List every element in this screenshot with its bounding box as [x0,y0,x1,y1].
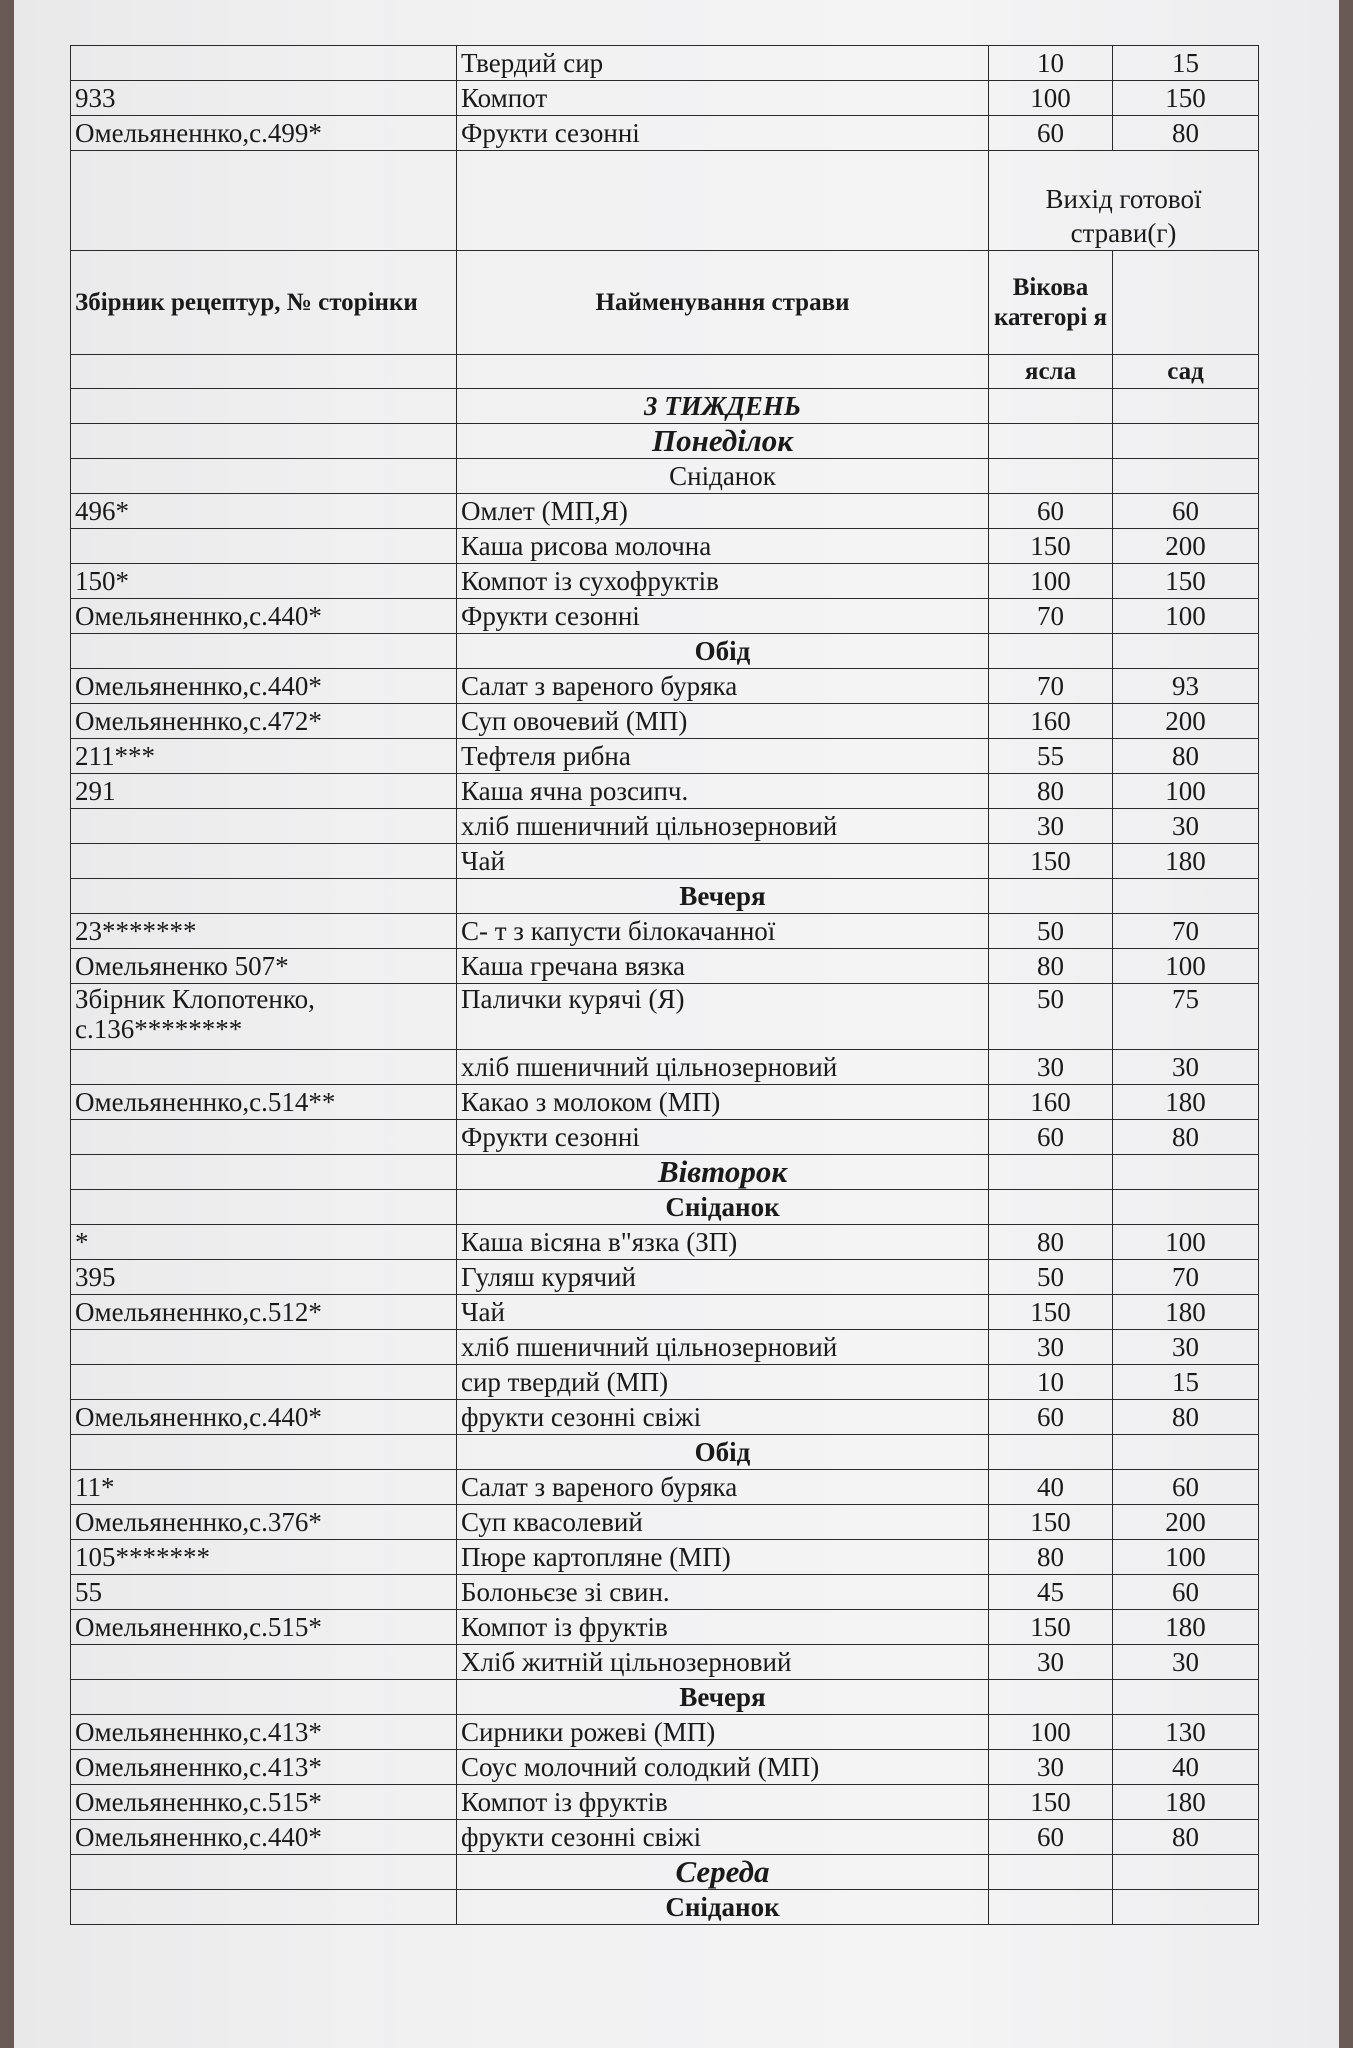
table-row [71,1330,1259,1365]
table-row [71,1295,1259,1330]
kindergarten-portion-cell: 75 [1113,984,1259,1050]
monday-section [71,424,1259,494]
monday-dinner [71,914,1259,1155]
recipe-source-cell: Омельяненко 507* [71,949,457,984]
dish-name-cell: хліб пшеничний цільнозерновий [457,1050,989,1085]
tuesday-breakfast [71,1225,1259,1435]
table-row [71,1820,1259,1855]
dish-name-cell: Компот [457,81,989,116]
nursery-portion-cell: 45 [989,1575,1113,1610]
recipe-source-cell: * [71,1225,457,1260]
recipe-source-cell: 211*** [71,739,457,774]
kindergarten-portion-cell: 180 [1113,1785,1259,1820]
kindergarten-portion-cell: 180 [1113,1610,1259,1645]
kindergarten-portion-cell: 30 [1113,809,1259,844]
dish-name-cell: Соус молочний солодкий (МП) [457,1750,989,1785]
dish-name-cell: С- т з капусти білокачанної [457,914,989,949]
recipe-source-cell: Омельяненнко,с.472* [71,704,457,739]
dish-name-cell: Салат з вареного буряка [457,1470,989,1505]
dish-name-cell: Омлет (МП,Я) [457,494,989,529]
recipe-source-cell: Омельяненнко,с.440* [71,1400,457,1435]
recipe-source-cell [71,529,457,564]
recipe-source-cell [71,1330,457,1365]
table-row [71,809,1259,844]
dish-name-cell: Чай [457,1295,989,1330]
empty-cell [71,1890,457,1925]
kindergarten-portion-cell: 30 [1113,1645,1259,1680]
recipe-source-cell: Збірник Клопотенко, с.136******** [71,984,457,1050]
meal-heading-breakfast: Сніданок [457,459,989,494]
wednesday-section [71,1855,1259,1925]
empty-cell [71,1855,457,1890]
source-column-header: Збірник рецептур, № сторінки [71,251,457,355]
recipe-source-cell: Омельяненнко,с.413* [71,1715,457,1750]
table-row [71,1785,1259,1820]
recipe-source-cell: Омельяненнко,с.515* [71,1785,457,1820]
kindergarten-portion-cell: 180 [1113,1295,1259,1330]
table-row [71,1505,1259,1540]
empty-cell [989,459,1113,494]
empty-cell [71,1190,457,1225]
nursery-portion-cell: 150 [989,844,1113,879]
empty-cell [71,1155,457,1190]
recipe-source-cell [71,1645,457,1680]
nursery-portion-cell: 10 [989,46,1113,81]
nursery-portion-cell: 100 [989,81,1113,116]
table-row [71,949,1259,984]
nursery-portion-cell: 80 [989,774,1113,809]
nursery-portion-cell: 80 [989,949,1113,984]
recipe-source-cell [71,844,457,879]
table-row [71,1260,1259,1295]
dish-name-cell: Каша рисова молочна [457,529,989,564]
recipe-source-cell: 23******* [71,914,457,949]
recipe-source-cell: 150* [71,564,457,599]
table-row [71,1085,1259,1120]
nursery-portion-cell: 150 [989,1295,1113,1330]
table-row [71,599,1259,634]
kindergarten-portion-cell: 60 [1113,1470,1259,1505]
nursery-portion-cell: 60 [989,1400,1113,1435]
dish-name-cell: сир твердий (МП) [457,1365,989,1400]
nursery-portion-cell: 150 [989,1610,1113,1645]
table-row [71,46,1259,81]
nursery-portion-cell: 30 [989,1750,1113,1785]
table-row [71,739,1259,774]
empty-cell [989,1680,1113,1715]
nursery-portion-cell: 50 [989,984,1113,1050]
recipe-source-cell [71,1120,457,1155]
nursery-portion-cell: 150 [989,529,1113,564]
dish-name-cell: Тефтеля рибна [457,739,989,774]
empty-cell [1113,1155,1259,1190]
recipe-source-cell: 105******* [71,1540,457,1575]
kindergarten-portion-cell: 60 [1113,494,1259,529]
empty-cell [989,1155,1113,1190]
empty-cell [71,1680,457,1715]
kindergarten-portion-cell: 180 [1113,1085,1259,1120]
empty-cell [989,634,1113,669]
kindergarten-portion-cell: 150 [1113,81,1259,116]
empty-cell [71,634,457,669]
empty-cell [989,424,1113,459]
table-row [71,774,1259,809]
kindergarten-portion-cell: 80 [1113,116,1259,151]
dish-name-cell: Твердий сир [457,46,989,81]
kindergarten-portion-cell: 15 [1113,46,1259,81]
recipe-source-cell: Омельяненнко,с.440* [71,669,457,704]
empty-cell [1113,251,1259,355]
dish-name-cell: Каша ячна розсипч. [457,774,989,809]
meal-heading-breakfast: Сніданок [457,1190,989,1225]
day-heading-monday: Понеділок [457,424,989,459]
empty-cell [1113,1190,1259,1225]
dish-name-cell: Пюре картопляне (МП) [457,1540,989,1575]
kindergarten-portion-cell: 180 [1113,844,1259,879]
dish-name-cell: Болоньєзе зі свин. [457,1575,989,1610]
empty-cell [71,151,457,251]
recipe-source-cell [71,1365,457,1400]
meal-heading-breakfast: Сніданок [457,1890,989,1925]
day-heading-tuesday: Вівторок [457,1155,989,1190]
nursery-portion-cell: 50 [989,914,1113,949]
recipe-source-cell: Омельяненнко,с.376* [71,1505,457,1540]
nursery-column-header: ясла [989,355,1113,389]
recipe-source-cell: Омельяненнко,с.514** [71,1085,457,1120]
kindergarten-portion-cell: 70 [1113,914,1259,949]
day-heading-wednesday: Середа [457,1855,989,1890]
empty-cell [1113,424,1259,459]
empty-cell [1113,1435,1259,1470]
dish-name-cell: хліб пшеничний цільнозерновий [457,809,989,844]
dish-name-cell: Фрукти сезонні [457,1120,989,1155]
table-row [71,116,1259,151]
nursery-portion-cell: 30 [989,809,1113,844]
dish-name-cell: Чай [457,844,989,879]
empty-cell [71,459,457,494]
nursery-portion-cell: 60 [989,1820,1113,1855]
kindergarten-portion-cell: 93 [1113,669,1259,704]
table-row [71,1750,1259,1785]
recipe-source-cell [71,46,457,81]
meal-heading-lunch: Обід [457,1435,989,1470]
nursery-portion-cell: 55 [989,739,1113,774]
dish-name-cell: Какао з молоком (МП) [457,1085,989,1120]
dish-name-cell: Компот із фруктів [457,1610,989,1645]
kindergarten-portion-cell: 30 [1113,1050,1259,1085]
monday-breakfast [71,494,1259,634]
nursery-portion-cell: 150 [989,1785,1113,1820]
empty-cell [989,1890,1113,1925]
dish-name-cell: Гуляш курячий [457,1260,989,1295]
dish-name-cell: Суп овочевий (МП) [457,704,989,739]
nursery-portion-cell: 60 [989,494,1113,529]
table-row [71,1365,1259,1400]
kindergarten-portion-cell: 200 [1113,1505,1259,1540]
dish-name-cell: Каша вісяна в"язка (ЗП) [457,1225,989,1260]
recipe-source-cell: 395 [71,1260,457,1295]
table-row [71,1120,1259,1155]
empty-cell [457,151,989,251]
empty-cell [1113,634,1259,669]
nursery-portion-cell: 30 [989,1330,1113,1365]
dish-name-cell: Салат з вареного буряка [457,669,989,704]
empty-cell [1113,1680,1259,1715]
kindergarten-portion-cell: 100 [1113,1540,1259,1575]
dish-name-cell: хліб пшеничний цільнозерновий [457,1330,989,1365]
menu-table [70,45,1259,1925]
recipe-source-cell: 933 [71,81,457,116]
recipe-source-cell: 496* [71,494,457,529]
nursery-portion-cell: 100 [989,1715,1113,1750]
nursery-portion-cell: 50 [989,1260,1113,1295]
table-row [71,81,1259,116]
dish-name-cell: Каша гречана вязка [457,949,989,984]
empty-cell [71,355,457,389]
table-row [71,529,1259,564]
kindergarten-portion-cell: 30 [1113,1330,1259,1365]
nursery-portion-cell: 160 [989,1085,1113,1120]
kindergarten-portion-cell: 200 [1113,704,1259,739]
nursery-portion-cell: 30 [989,1050,1113,1085]
age-category-header: Вікова категорі я [989,251,1113,355]
dish-name-cell: Компот із фруктів [457,1785,989,1820]
table-row [71,704,1259,739]
kindergarten-portion-cell: 130 [1113,1715,1259,1750]
table-row [71,1400,1259,1435]
kindergarten-portion-cell: 80 [1113,1400,1259,1435]
recipe-source-cell: Омельяненнко,с.440* [71,1820,457,1855]
empty-cell [1113,389,1259,424]
table-row [71,1645,1259,1680]
kindergarten-portion-cell: 100 [1113,599,1259,634]
output-label: Вихід готової страви(г) [989,151,1259,251]
recipe-source-cell: Омельяненнко,с.440* [71,599,457,634]
empty-cell [1113,1890,1259,1925]
kindergarten-portion-cell: 100 [1113,774,1259,809]
table-row [71,1540,1259,1575]
nursery-portion-cell: 10 [989,1365,1113,1400]
table-row [71,1470,1259,1505]
nursery-portion-cell: 100 [989,564,1113,599]
empty-cell [989,879,1113,914]
table-row [71,844,1259,879]
nursery-portion-cell: 80 [989,1225,1113,1260]
empty-cell [71,1435,457,1470]
table-row [71,914,1259,949]
kindergarten-portion-cell: 70 [1113,1260,1259,1295]
top-rows [71,46,1259,151]
recipe-source-cell: 55 [71,1575,457,1610]
empty-cell [71,424,457,459]
dish-name-cell: Фрукти сезонні [457,116,989,151]
kindergarten-portion-cell: 15 [1113,1365,1259,1400]
recipe-source-cell [71,809,457,844]
recipe-source-cell: Омельяненнко,с.512* [71,1295,457,1330]
kindergarten-portion-cell: 200 [1113,529,1259,564]
empty-cell [71,879,457,914]
dish-name-cell: Компот із сухофруктів [457,564,989,599]
dish-name-cell: Фрукти сезонні [457,599,989,634]
dish-name-cell: Сирники рожеві (МП) [457,1715,989,1750]
kindergarten-portion-cell: 60 [1113,1575,1259,1610]
meal-heading-dinner: Вечеря [457,879,989,914]
dish-column-header: Найменування страви [457,251,989,355]
nursery-portion-cell: 40 [989,1470,1113,1505]
nursery-portion-cell: 70 [989,599,1113,634]
empty-cell [1113,459,1259,494]
nursery-portion-cell: 60 [989,116,1113,151]
empty-cell [989,1855,1113,1890]
table-header [71,151,1259,424]
table-row [71,1715,1259,1750]
meal-heading-lunch: Обід [457,634,989,669]
monday-lunch [71,669,1259,879]
dish-name-cell: Хліб житній цільнозерновий [457,1645,989,1680]
nursery-portion-cell: 160 [989,704,1113,739]
kindergarten-portion-cell: 150 [1113,564,1259,599]
table-row [71,1225,1259,1260]
empty-cell [989,1190,1113,1225]
nursery-portion-cell: 30 [989,1645,1113,1680]
kindergarten-portion-cell: 100 [1113,949,1259,984]
kindergarten-portion-cell: 80 [1113,739,1259,774]
nursery-portion-cell: 80 [989,1540,1113,1575]
empty-cell [71,389,457,424]
kindergarten-portion-cell: 80 [1113,1120,1259,1155]
empty-cell [989,1435,1113,1470]
dish-name-cell: Палички курячі (Я) [457,984,989,1050]
table-row [71,494,1259,529]
empty-cell [1113,879,1259,914]
dish-name-cell: Суп квасолевий [457,1505,989,1540]
tuesday-section [71,1155,1259,1225]
empty-cell [989,389,1113,424]
nursery-portion-cell: 70 [989,669,1113,704]
table-row [71,984,1259,1050]
table-row [71,1575,1259,1610]
table-row [71,564,1259,599]
tuesday-dinner [71,1715,1259,1855]
empty-cell [1113,1855,1259,1890]
week-title: 3 ТИЖДЕНЬ [457,389,989,424]
nursery-portion-cell: 150 [989,1505,1113,1540]
kindergarten-portion-cell: 80 [1113,1820,1259,1855]
table-row [71,669,1259,704]
table-row [71,1050,1259,1085]
recipe-source-cell: Омельяненнко,с.515* [71,1610,457,1645]
recipe-source-cell [71,1050,457,1085]
recipe-source-cell: 11* [71,1470,457,1505]
dish-name-cell: фрукти сезонні свіжі [457,1820,989,1855]
empty-cell [457,355,989,389]
kindergarten-portion-cell: 40 [1113,1750,1259,1785]
recipe-source-cell: Омельяненнко,с.413* [71,1750,457,1785]
table-row [71,1610,1259,1645]
meal-heading-dinner: Вечеря [457,1680,989,1715]
recipe-source-cell: Омельяненнко,с.499* [71,116,457,151]
recipe-source-cell: 291 [71,774,457,809]
kindergarten-portion-cell: 100 [1113,1225,1259,1260]
tuesday-lunch [71,1470,1259,1680]
dish-name-cell: фрукти сезонні свіжі [457,1400,989,1435]
kindergarten-column-header: сад [1113,355,1259,389]
nursery-portion-cell: 60 [989,1120,1113,1155]
